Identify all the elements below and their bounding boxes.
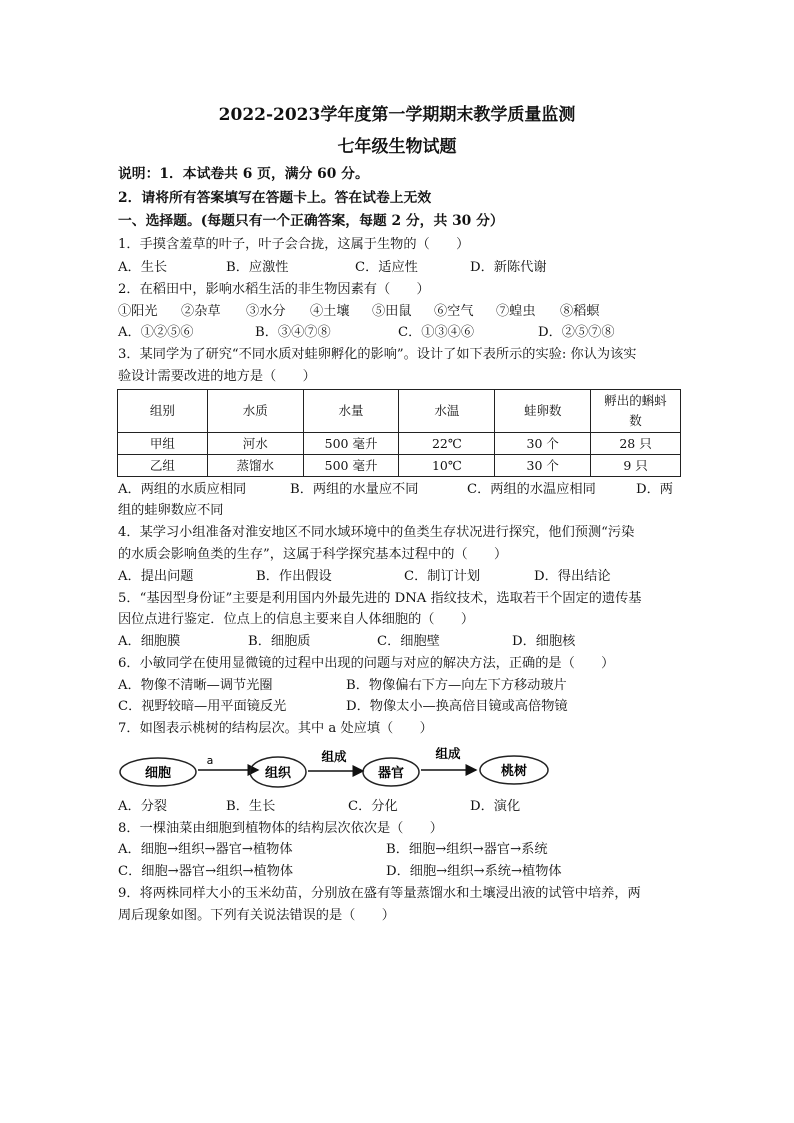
q3-option-d-cont: 组的蛙卵数应不同 [118, 503, 224, 518]
q9-stem-line-2: 周后现象如图。下列有关说法错误的是（ ） [118, 908, 395, 923]
q2-item-6: ⑥空气 [434, 304, 474, 319]
diagram-arrow-compose-1 [308, 749, 363, 771]
q6-option-a: A．物像不清晰—调节光圈 [118, 678, 273, 693]
table-cell: 9 只 [591, 455, 681, 477]
table-cell: 500 毫升 [303, 455, 399, 477]
q3-stem-line-2: 验设计需要改进的地方是（ ） [118, 369, 316, 384]
q5-stem-line-1: 5．“基因型身份证”主要是利用国内外最先进的 DNA 指纹技术，选取若干个固定的遗传基 [118, 591, 642, 606]
q2-item-5: ⑤田鼠 [372, 304, 412, 319]
q6-option-b: B．物像偏右下方—向左下方移动玻片 [346, 678, 567, 693]
q1-option-d: D．新陈代谢 [470, 260, 547, 275]
q2-item-2: ②杂草 [181, 304, 221, 319]
q2-item-1: ①阳光 [118, 304, 158, 319]
q2-option-b: B．③④⑦⑧ [255, 325, 331, 340]
q9-stem-line-1: 9．将两株同样大小的玉米幼苗，分别放在盛有等量蒸馏水和土壤浸出液的试管中培养，两 [118, 886, 641, 901]
structure-level-diagram [118, 742, 558, 800]
q5-option-d: D．细胞核 [512, 634, 576, 649]
q3-option-b: B．两组的水量应不同 [290, 482, 419, 497]
q2-item-7: ⑦蝗虫 [496, 304, 536, 319]
q1-option-a: A．生长 [118, 260, 168, 275]
diagram-node-cell [120, 758, 196, 786]
note-line-1: 说明：1．本试卷共 6 页，满分 60 分。 [118, 166, 369, 182]
q8-option-a: A．细胞→组织→器官→植物体 [118, 842, 293, 857]
table-header-cell: 水质 [207, 390, 303, 433]
diagram-arrow-compose-2 [421, 746, 476, 770]
q5-option-c: C．细胞壁 [377, 634, 440, 649]
q2-option-c: C．①③④⑥ [398, 325, 475, 340]
table-header-cell: 组别 [118, 390, 208, 433]
q3-option-a: A．两组的水质应相同 [118, 482, 247, 497]
diagram-node-label: 组织 [264, 766, 292, 781]
table-header-cell-line-1: 孵出的蝌蚪 [604, 393, 667, 408]
q2-option-d: D．②⑤⑦⑧ [538, 325, 615, 340]
table-cell: 乙组 [118, 455, 208, 477]
diagram-node-label: 桃树 [500, 764, 528, 779]
q4-option-d: D．得出结论 [534, 569, 611, 584]
diagram-node-tissue [250, 757, 306, 787]
table-cell: 30 个 [495, 433, 591, 455]
q7-stem: 7．如图表示桃树的结构层次。其中 a 处应填（ ） [118, 721, 433, 736]
q8-stem: 8．一棵油菜由细胞到植物体的结构层次依次是（ ） [118, 821, 443, 836]
q3-stem-line-1: 3．某同学为了研究“不同水质对蛙卵孵化的影响”。设计了如下表所示的实验: 你认为该实 [118, 347, 637, 362]
q2-item-3: ③水分 [246, 304, 286, 319]
q4-stem-line-1: 4．某学习小组准备对淮安地区不同水域环境中的鱼类生存状况进行探究，他们预测“污染 [118, 525, 635, 540]
q3-option-c: C．两组的水温应相同 [467, 482, 596, 497]
q7-option-d: D．演化 [470, 799, 521, 814]
diagram-node-label: 器官 [377, 766, 405, 781]
table-cell: 30 个 [495, 455, 591, 477]
q1-stem: 1．手摸含羞草的叶子，叶子会合拢，这属于生物的（ ） [118, 237, 470, 252]
table-cell: 河水 [207, 433, 303, 455]
q6-stem: 6．小敏同学在使用显微镜的过程中出现的问题与对应的解决方法，正确的是（ ） [118, 656, 615, 671]
experiment-table [117, 389, 681, 477]
table-cell: 22℃ [399, 433, 495, 455]
table-header-cell: 水量 [303, 390, 399, 433]
q4-option-a: A．提出问题 [118, 569, 194, 584]
table-header-cell: 水温 [399, 390, 495, 433]
q2-item-4: ④土壤 [310, 304, 350, 319]
diagram-node-organ [363, 758, 419, 786]
table-row [118, 455, 681, 477]
table-header-cell: 蛙卵数 [495, 390, 591, 433]
table-cell: 10℃ [399, 455, 495, 477]
diagram-arrow-label: a [206, 754, 214, 767]
diagram-arrow-label: 组成 [435, 746, 461, 761]
q7-option-a: A．分裂 [118, 799, 168, 814]
q5-option-a: A．细胞膜 [118, 634, 181, 649]
diagram-node-peach-tree [480, 756, 548, 784]
diagram-node-label: 细胞 [144, 766, 172, 781]
table-header-cell [591, 390, 681, 433]
q1-option-b: B．应激性 [226, 260, 289, 275]
q2-stem: 2．在稻田中，影响水稻生活的非生物因素有（ ） [118, 282, 430, 297]
q8-option-b: B．细胞→组织→器官→系统 [386, 842, 548, 857]
table-header-cell-line-2: 数 [629, 413, 642, 428]
table-row [118, 433, 681, 455]
q4-stem-line-2: 的水质会影响鱼类的生存”，这属于科学探究基本过程中的（ ） [118, 547, 508, 562]
q5-option-b: B．细胞质 [248, 634, 311, 649]
q1-option-c: C．适应性 [355, 260, 418, 275]
q3-option-d: D．两 [636, 482, 673, 497]
exam-subtitle: 七年级生物试题 [337, 137, 457, 157]
q2-option-a: A．①②⑤⑥ [118, 325, 194, 340]
table-cell: 28 只 [591, 433, 681, 455]
note-line-2: 2．请将所有答案填写在答题卡上。答在试卷上无效 [118, 190, 432, 206]
exam-title: 2022-2023学年度第一学期期末教学质量监测 [218, 105, 576, 125]
q6-option-d: D．物像太小—换高倍目镜或高倍物镜 [346, 699, 568, 714]
table-cell: 蒸馏水 [207, 455, 303, 477]
q5-stem-line-2: 因位点进行鉴定．位点上的信息主要来自人体细胞的（ ） [118, 612, 475, 627]
table-cell: 甲组 [118, 433, 208, 455]
q2-item-8: ⑧稻螟 [560, 304, 600, 319]
section-heading: 一、选择题。(每题只有一个正确答案，每题 2 分，共 30 分） [118, 213, 504, 229]
diagram-arrow-label: 组成 [321, 749, 347, 764]
table-header-row [118, 390, 681, 433]
q7-option-c: C．分化 [348, 799, 398, 814]
q6-option-c: C．视野较暗—用平面镜反光 [118, 699, 287, 714]
q8-option-d: D．细胞→组织→系统→植物体 [386, 864, 562, 879]
table-cell: 500 毫升 [303, 433, 399, 455]
diagram-arrow-a [198, 754, 258, 770]
q4-option-c: C．制订计划 [404, 569, 481, 584]
q4-option-b: B．作出假设 [256, 569, 332, 584]
q8-option-c: C．细胞→器官→组织→植物体 [118, 864, 294, 879]
q7-option-b: B．生长 [226, 799, 276, 814]
